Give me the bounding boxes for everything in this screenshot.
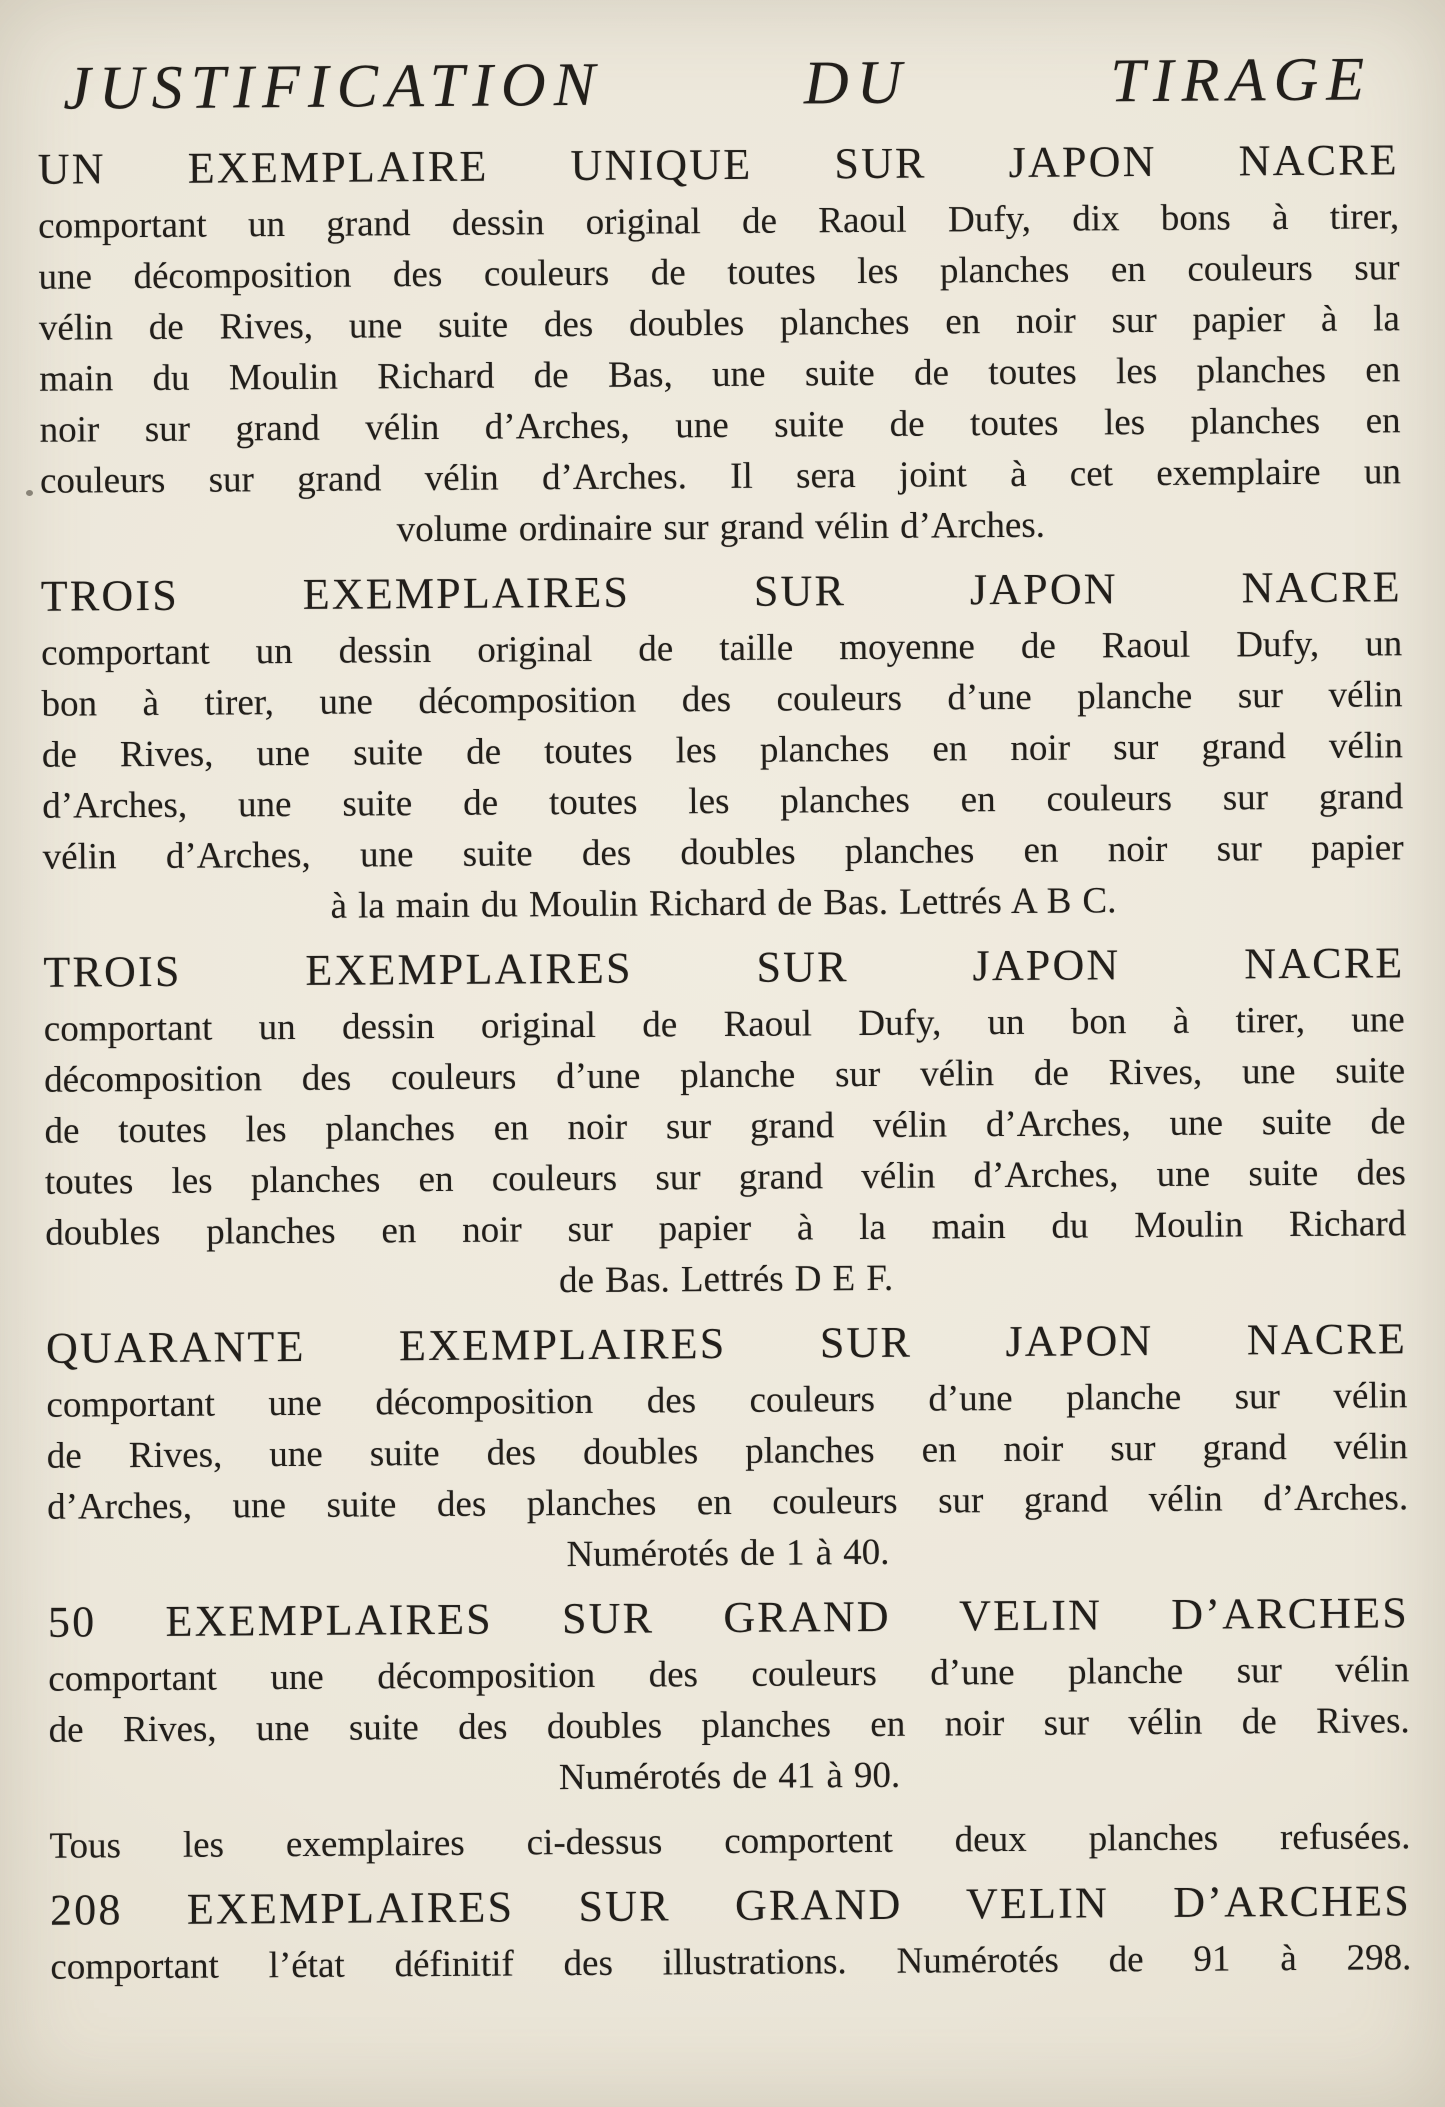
section-heading: 50 EXEMPLAIRES SUR GRAND VELIN D’ARCHES bbox=[47, 1588, 1410, 1647]
body-line: comportant une décomposition des couleurs d’une planche sur vélin bbox=[48, 1649, 1410, 1700]
body-line: comportant un dessin original de Raoul Dufy, un bon à tirer, une bbox=[43, 999, 1405, 1050]
body-line: comportant l’état définitif des illustrations. Numérotés de 91 à 298. bbox=[50, 1937, 1412, 1988]
body-line: vélin de Rives, une suite des doubles planches en noir sur papier à la bbox=[38, 298, 1401, 349]
body-line: comportant un grand dessin original de Raoul Dufy, dix bons à tirer, bbox=[38, 196, 1400, 247]
body-line: comportant un dessin original de taille moyenne de Raoul Dufy, un bbox=[41, 623, 1403, 674]
colophon-section-quarante-japon-nacre bbox=[46, 1314, 1409, 1583]
body-line: toutes les planches en couleurs sur grand vélin d’Arches, une suite des bbox=[44, 1152, 1406, 1203]
body-line: de toutes les planches en noir sur grand vélin d’Arches, une suite de bbox=[44, 1101, 1406, 1152]
section-heading: 208 EXEMPLAIRES SUR GRAND VELIN D’ARCHES bbox=[49, 1876, 1412, 1935]
colophon-section-208-velin-arches bbox=[50, 1876, 1412, 1992]
colophon-section-trois-japon-nacre-abc bbox=[41, 562, 1404, 933]
body-line: doubles planches en noir sur papier à la main du Moulin Richard bbox=[45, 1203, 1407, 1254]
colophon-section-unique-japon-nacre bbox=[38, 135, 1402, 557]
body-line: de Rives, une suite des doubles planches en noir sur grand vélin bbox=[46, 1426, 1408, 1477]
page-title: JUSTIFICATION DU TIRAGE bbox=[63, 45, 1373, 123]
body-line: de Rives, une suite des doubles planches en noir sur vélin de Rives. bbox=[48, 1700, 1410, 1751]
closing-line: de Bas. Lettrés D E F. bbox=[558, 1257, 894, 1302]
closing-line: à la main du Moulin Richard de Bas. Lettrés A B C. bbox=[330, 880, 1117, 927]
body-line: couleurs sur grand vélin d’Arches. Il sera joint à cet exemplaire un bbox=[39, 451, 1402, 502]
section-heading: TROIS EXEMPLAIRES SUR JAPON NACRE bbox=[40, 562, 1402, 621]
body-line: main du Moulin Richard de Bas, une suite de toutes les planches en bbox=[39, 349, 1401, 400]
body-line: d’Arches, une suite de toutes les planches en couleurs sur grand bbox=[42, 776, 1404, 827]
note-line: Tous les exemplaires ci-dessus comportent deux planches refusées. bbox=[49, 1816, 1411, 1867]
closing-line: Numérotés de 41 à 90. bbox=[558, 1754, 901, 1799]
body-line: d’Arches, une suite des planches en couleurs sur grand vélin d’Arches. bbox=[47, 1477, 1409, 1528]
body-line: de Rives, une suite de toutes les planches en noir sur grand vélin bbox=[41, 725, 1404, 776]
closing-line: volume ordinaire sur grand vélin d’Arches. bbox=[396, 504, 1046, 551]
closing-line: Numérotés de 1 à 40. bbox=[566, 1531, 890, 1576]
body-line: décomposition des couleurs d’une planche sur vélin de Rives, une suite bbox=[44, 1050, 1406, 1101]
body-line: bon à tirer, une décomposition des couleurs d’une planche sur vélin bbox=[41, 674, 1403, 725]
colophon-section-trois-japon-nacre-def bbox=[43, 938, 1406, 1309]
body-line: une décomposition des couleurs de toutes les planches en couleurs sur bbox=[38, 247, 1400, 298]
body-line: vélin d’Arches, une suite des doubles planches en noir sur papier bbox=[42, 827, 1404, 878]
body-line: noir sur grand vélin d’Arches, une suite de toutes les planches en bbox=[39, 400, 1401, 451]
colophon-section-50-velin-arches bbox=[48, 1588, 1410, 1806]
section-heading: UN EXEMPLAIRE UNIQUE SUR JAPON NACRE bbox=[37, 135, 1399, 194]
section-heading: QUARANTE EXEMPLAIRES SUR JAPON NACRE bbox=[45, 1314, 1408, 1373]
section-heading: TROIS EXEMPLAIRES SUR JAPON NACRE bbox=[43, 938, 1405, 997]
body-line: comportant une décomposition des couleurs d’une planche sur vélin bbox=[46, 1375, 1408, 1426]
